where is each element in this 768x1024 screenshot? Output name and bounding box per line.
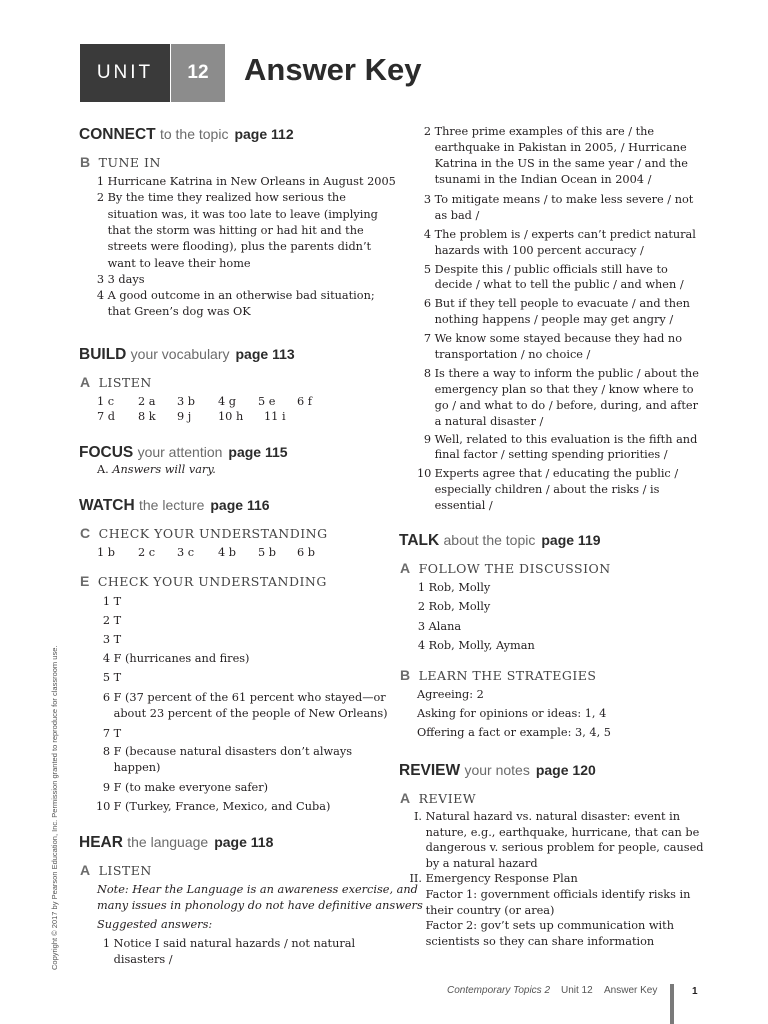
hear-item-line xyxy=(417,347,590,363)
hear-item-line xyxy=(417,296,690,312)
vocab-answer: 1 c xyxy=(97,395,115,408)
hear-note: Note: Hear the Language is an awareness exercise, and xyxy=(97,883,418,896)
hear-item-line xyxy=(417,482,659,498)
section-page: page 115 xyxy=(228,444,288,460)
watch-answer: 4 b xyxy=(218,546,237,559)
activity-label: TUNE IN xyxy=(98,155,161,170)
watch-e-line xyxy=(96,760,160,776)
strategy-line: Agreeing: 2 xyxy=(417,688,484,701)
vocab-answer: 8 k xyxy=(138,410,156,423)
vocab-answer: 9 j xyxy=(177,410,192,423)
hear-item-line xyxy=(417,227,696,243)
activity-label: LEARN THE STRATEGIES xyxy=(418,668,597,683)
item-number: 9 xyxy=(423,433,431,446)
watch-e-line xyxy=(96,670,121,686)
activity-letter: A xyxy=(80,374,91,390)
tune-in-line xyxy=(92,190,346,206)
activity-letter: B xyxy=(400,667,411,683)
item-number: 1 xyxy=(417,581,425,594)
watch-e-line xyxy=(96,594,121,610)
item-text: F (to make everyone safer) xyxy=(113,781,269,794)
item-text: Rob, Molly xyxy=(428,581,491,594)
item-text: want to leave their home xyxy=(107,256,251,270)
outline-text: Factor 2: gov’t sets up communication with xyxy=(425,919,674,933)
outline-text: nature, e.g., earthquake, hurricane, that can be xyxy=(425,825,700,839)
item-number: 7 xyxy=(102,727,110,740)
section-keyword: WATCH xyxy=(79,497,135,514)
review-line xyxy=(409,856,538,872)
item-text: hazards with 100 percent accuracy / xyxy=(434,244,644,257)
section-subtitle: to the topic xyxy=(159,126,229,142)
item-number: 4 xyxy=(417,638,425,652)
copyright-notice: Copyright © 2017 by Pearson Education, Inc. Permission granted to reproduce for classroom use. xyxy=(50,645,59,970)
activity-label: REVIEW xyxy=(418,791,477,806)
section-page: page 116 xyxy=(210,497,270,513)
section-watch xyxy=(79,497,270,515)
item-text: decide / what to tell the public / and when / xyxy=(434,278,684,291)
item-text: nothing happens / people may get angry / xyxy=(434,313,674,326)
item-text: happen) xyxy=(113,761,161,774)
page-title: Answer Key xyxy=(244,52,422,87)
item-text: Rob, Molly xyxy=(428,600,491,614)
activity-letter: A xyxy=(400,790,411,806)
section-keyword: FOCUS xyxy=(79,444,134,461)
hear-item-line xyxy=(417,414,543,430)
outline-text: their country (or area) xyxy=(425,903,555,917)
section-page: page 112 xyxy=(234,126,294,142)
hear-item-line xyxy=(417,208,479,224)
vocab-answer: 6 f xyxy=(297,395,312,408)
hear-item-line xyxy=(96,952,173,968)
watch-e-line xyxy=(96,706,388,722)
hear-item-line xyxy=(417,366,699,382)
item-text: disasters / xyxy=(113,953,173,966)
watch-answer: 6 b xyxy=(297,546,316,559)
item-number: 10 xyxy=(96,800,111,813)
review-line xyxy=(409,840,704,856)
item-text: Rob, Molly, Ayman xyxy=(428,638,535,652)
item-text: F (hurricanes and fires) xyxy=(113,652,250,665)
item-text: 3 days xyxy=(107,272,145,286)
section-connect xyxy=(79,126,294,144)
watch-e-line xyxy=(96,744,352,760)
item-text: T xyxy=(113,727,122,740)
activity-label: CHECK YOUR UNDERSTANDING xyxy=(97,574,327,589)
item-text: about 23 percent of the people of New Orleans) xyxy=(113,707,388,720)
watch-answer: 5 b xyxy=(258,546,277,559)
item-number: 7 xyxy=(423,332,431,345)
footer-unit: Unit 12 xyxy=(561,985,593,996)
item-text: go / and what to do / before, during, and after xyxy=(434,399,698,412)
item-text: Alana xyxy=(428,619,462,633)
item-text: Experts agree that / educating the public / xyxy=(434,467,679,480)
outline-number: I. xyxy=(413,810,422,823)
item-text: Three prime examples of this are / the xyxy=(434,125,655,138)
activity-review xyxy=(400,790,476,806)
section-subtitle: your vocabulary xyxy=(130,346,230,362)
footer-answer-key: Answer Key xyxy=(604,985,658,996)
item-number: 2 xyxy=(423,125,431,138)
tune-in-line xyxy=(92,272,145,288)
section-subtitle: about the topic xyxy=(443,532,536,548)
section-page: page 119 xyxy=(541,532,601,548)
item-text: Katrina in the US in the same year / and the xyxy=(434,157,688,170)
tune-in-line xyxy=(92,239,371,255)
hear-item-line xyxy=(417,331,682,347)
tune-in-line xyxy=(92,207,378,223)
item-text: as bad / xyxy=(434,209,480,222)
activity-letter: E xyxy=(80,573,90,589)
section-page: page 120 xyxy=(535,762,596,778)
section-subtitle: the language xyxy=(127,834,209,850)
item-text: especially children / about the risks / is xyxy=(434,483,660,496)
activity-check-c xyxy=(80,525,328,541)
item-number: 5 xyxy=(423,263,431,276)
activity-strategies xyxy=(400,667,596,683)
item-number: 1 xyxy=(96,175,104,188)
vocab-answer: 5 e xyxy=(258,395,276,408)
activity-check-e xyxy=(80,573,327,589)
item-text: emergency plan so that they / know where to xyxy=(434,383,694,396)
activity-letter: C xyxy=(80,525,91,541)
outline-text: dangerous v. serious problem for people, caused xyxy=(425,841,704,855)
item-number: 4 xyxy=(96,289,104,303)
hear-item-line xyxy=(417,466,678,482)
review-line xyxy=(409,903,554,919)
activity-listen-vocab xyxy=(80,374,152,390)
watch-e-line xyxy=(96,726,121,742)
hear-item-line xyxy=(417,156,688,172)
footer-book-title: Contemporary Topics 2 xyxy=(447,985,551,996)
talk-answer xyxy=(417,638,535,654)
hear-item-line xyxy=(417,243,644,259)
activity-letter: A xyxy=(80,862,91,878)
watch-answer: 1 b xyxy=(97,546,116,559)
item-number: 2 xyxy=(96,191,104,205)
outline-number: II. xyxy=(409,872,422,886)
watch-answer: 3 c xyxy=(177,546,195,559)
watch-answer: 2 c xyxy=(138,546,156,559)
item-text: tsunami in the Indian Ocean in 2004 / xyxy=(434,173,652,186)
item-number: 4 xyxy=(102,652,110,665)
unit-label-box: UNIT xyxy=(80,44,170,102)
section-hear xyxy=(79,834,273,852)
hear-note: many issues in phonology do not have definitive answers xyxy=(97,899,423,912)
watch-e-line xyxy=(96,690,386,706)
item-text: final factor / setting spending priorities / xyxy=(434,448,668,461)
watch-e-line xyxy=(96,613,121,629)
item-text: situation was, it was too late to leave (implying xyxy=(107,207,378,221)
item-text: a natural disaster / xyxy=(434,415,544,428)
section-keyword: TALK xyxy=(399,532,440,549)
item-text: Hurricane Katrina in New Orleans in August 2005 xyxy=(107,175,396,188)
section-subtitle: your attention xyxy=(137,444,223,460)
watch-e-line xyxy=(96,780,268,796)
item-text: streets were flooding), plus the parents didn’t xyxy=(107,240,372,254)
item-text: transportation / no choice / xyxy=(434,348,591,361)
item-text: Despite this / public officials still have to xyxy=(434,263,668,276)
vocab-answer: 7 d xyxy=(97,410,116,423)
item-text: T xyxy=(113,595,122,608)
hear-item-line xyxy=(417,398,698,414)
item-number: 6 xyxy=(102,691,110,704)
vocab-answer: 3 b xyxy=(177,395,196,408)
unit-number-box: 12 xyxy=(171,44,225,102)
item-text: earthquake in Pakistan in 2005, / Hurricane xyxy=(434,141,687,154)
hear-item-line xyxy=(96,936,355,952)
hear-item-line xyxy=(417,124,654,140)
item-text: By the time they realized how serious the xyxy=(107,191,346,205)
item-text: T xyxy=(113,614,122,627)
activity-letter: A xyxy=(400,560,411,576)
item-text: A good outcome in an otherwise bad situation; xyxy=(107,289,375,303)
hear-item-line xyxy=(417,140,687,156)
tune-in-line xyxy=(92,304,251,320)
item-text: essential / xyxy=(434,499,493,512)
item-text: The problem is / experts can’t predict natural xyxy=(434,228,696,241)
talk-answer xyxy=(417,619,461,635)
tune-in-line xyxy=(92,288,375,304)
section-talk xyxy=(399,532,601,550)
section-keyword: CONNECT xyxy=(79,126,156,143)
activity-label: CHECK YOUR UNDERSTANDING xyxy=(98,526,328,541)
review-line xyxy=(409,918,674,934)
section-subtitle: your notes xyxy=(464,762,530,778)
item-text: Well, related to this evaluation is the fifth and xyxy=(434,433,698,446)
item-number: 6 xyxy=(423,297,431,310)
item-number: 9 xyxy=(102,781,110,794)
hear-item-line xyxy=(417,498,493,514)
outline-text: scientists so they can share information xyxy=(425,934,655,948)
tune-in-line xyxy=(92,223,364,239)
item-number: 8 xyxy=(102,745,110,758)
section-keyword: BUILD xyxy=(79,346,127,363)
item-number: 2 xyxy=(102,614,110,627)
item-number: 3 xyxy=(96,272,104,286)
activity-letter: B xyxy=(80,154,91,170)
section-page: page 113 xyxy=(235,346,295,362)
page-number: 1 xyxy=(692,986,698,997)
talk-answer xyxy=(417,599,490,615)
item-text: F (because natural disasters don’t always xyxy=(113,745,353,758)
section-review xyxy=(399,762,596,780)
item-text: Notice I said natural hazards / not natural xyxy=(113,937,356,950)
hear-item-line xyxy=(417,262,668,278)
hear-item-line xyxy=(417,172,651,188)
item-text: F (Turkey, France, Mexico, and Cuba) xyxy=(113,800,331,813)
section-build xyxy=(79,346,295,364)
item-number: 5 xyxy=(102,671,110,684)
vocab-answer: 10 h xyxy=(218,410,244,423)
section-subtitle: the lecture xyxy=(139,497,205,513)
watch-e-line xyxy=(96,799,330,815)
watch-e-line xyxy=(96,651,249,667)
item-number: 2 xyxy=(417,600,425,614)
hear-note: Suggested answers: xyxy=(97,918,213,931)
focus-letter: A. xyxy=(97,463,109,476)
item-number: 10 xyxy=(417,467,432,480)
vocab-answer: 11 i xyxy=(264,410,286,423)
outline-text: Factor 1: government officials identify risks in xyxy=(425,888,691,901)
item-number: 1 xyxy=(102,595,110,608)
item-text: that Green’s dog was OK xyxy=(107,305,251,319)
review-line xyxy=(409,934,654,950)
hear-item-line xyxy=(417,447,668,463)
focus-answer xyxy=(97,462,216,478)
hear-item-line xyxy=(417,312,673,328)
outline-text: Natural hazard vs. natural disaster: event in xyxy=(425,810,681,823)
item-number: 3 xyxy=(423,193,431,206)
section-keyword: HEAR xyxy=(79,834,123,851)
vocab-answer: 4 g xyxy=(218,395,237,408)
review-line xyxy=(409,809,680,825)
vocab-answer: 2 a xyxy=(138,395,156,408)
review-line xyxy=(409,871,578,887)
item-text: But if they tell people to evacuate / and then xyxy=(434,297,690,310)
strategy-line: Asking for opinions or ideas: 1, 4 xyxy=(417,707,607,720)
watch-e-line xyxy=(96,632,121,648)
review-line xyxy=(409,887,690,903)
item-text: that the storm was hitting or had hit and the xyxy=(107,223,364,237)
item-number: 3 xyxy=(417,619,425,633)
hear-item-line xyxy=(417,432,697,448)
activity-follow xyxy=(400,560,611,576)
outline-text: by a natural hazard xyxy=(425,856,538,870)
item-text: F (37 percent of the 61 percent who stayed—or xyxy=(113,691,386,704)
item-number: 8 xyxy=(423,367,431,380)
hear-item-line xyxy=(417,192,693,208)
item-number: 4 xyxy=(423,228,431,241)
hear-item-line xyxy=(417,382,694,398)
footer-divider xyxy=(670,984,674,1024)
item-number: 3 xyxy=(102,633,110,646)
tune-in-line xyxy=(92,256,251,272)
activity-label: LISTEN xyxy=(98,375,152,390)
section-page: page 118 xyxy=(214,834,274,850)
talk-answer xyxy=(417,580,490,596)
item-text: T xyxy=(113,671,122,684)
activity-label: LISTEN xyxy=(98,863,152,878)
activity-listen-hear xyxy=(80,862,152,878)
tune-in-line xyxy=(92,174,396,190)
focus-text: Answers will vary. xyxy=(112,463,216,476)
activity-label: FOLLOW THE DISCUSSION xyxy=(418,561,611,576)
section-keyword: REVIEW xyxy=(399,762,461,779)
outline-text: Emergency Response Plan xyxy=(425,872,578,886)
review-line xyxy=(409,825,699,841)
hear-item-line xyxy=(417,277,684,293)
item-number: 1 xyxy=(102,937,110,950)
section-focus xyxy=(79,444,288,462)
strategy-line: Offering a fact or example: 3, 4, 5 xyxy=(417,726,611,739)
item-text: T xyxy=(113,633,122,646)
item-text: To mitigate means / to make less severe / not xyxy=(434,193,694,206)
activity-tune-in xyxy=(80,154,161,170)
item-text: Is there a way to inform the public / about the xyxy=(434,367,699,380)
item-text: We know some stayed because they had no xyxy=(434,332,683,345)
